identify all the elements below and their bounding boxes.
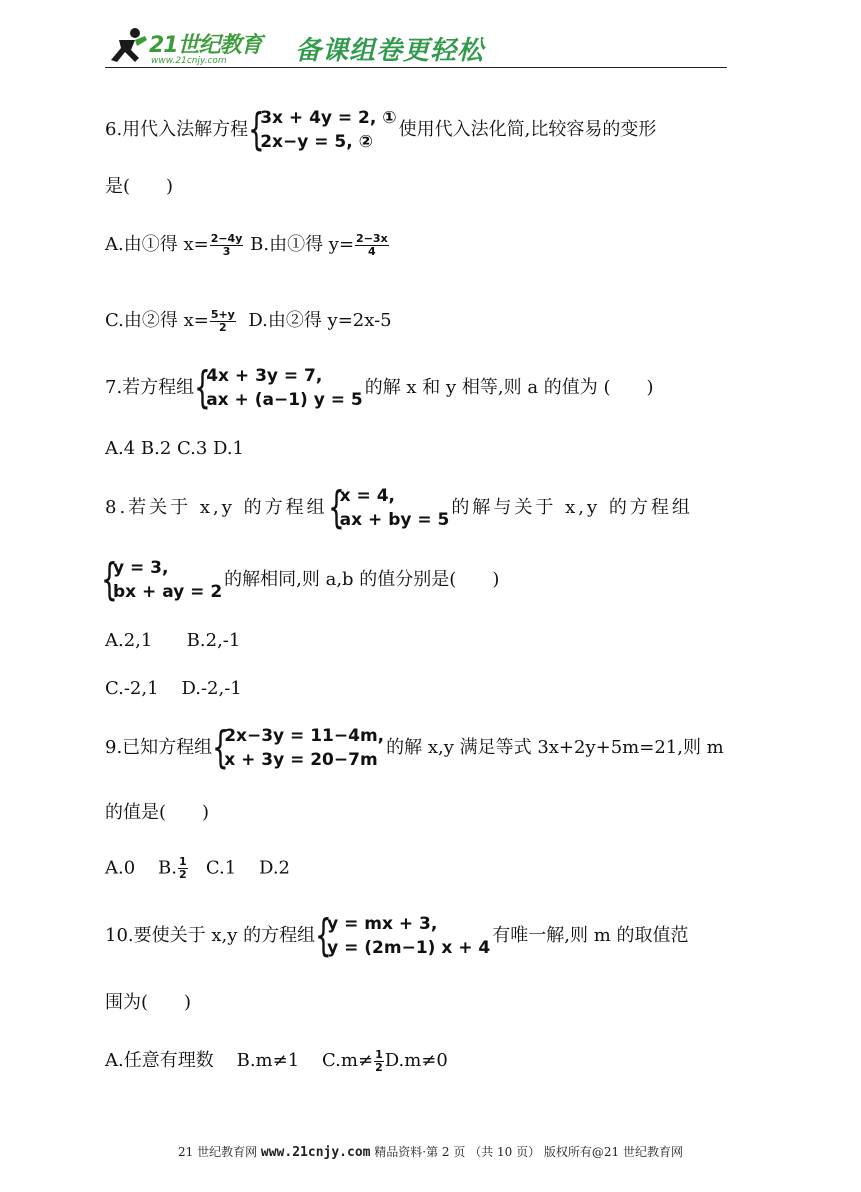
q7-stem — [105, 364, 654, 412]
q7-eq1: 4x + 3y = 7, — [206, 366, 323, 386]
frac-den: 2 — [179, 868, 187, 881]
q8-sys2-eq1: y = 3, — [113, 558, 169, 578]
q9-stem — [105, 724, 724, 772]
q8-stem-b: 的解与关于 x,y 的方程组 — [451, 497, 693, 518]
q6-options-cd — [105, 306, 392, 334]
q7-equation-system: { 4x + 3y = 7, ax + (a−1) y = 5 — [194, 362, 363, 413]
q6-option-b-fraction — [355, 233, 389, 258]
footer-right: 精品资料·第 2 页 （共 10 页） 版权所有@21 世纪教育网 — [370, 1145, 683, 1159]
q9-option-b-fraction — [178, 856, 188, 881]
q9-eq1: 2x−3y = 11−4m, — [224, 726, 385, 746]
q9-stem-b: 的解 x,y 满足等式 3x+2y+5m=21,则 m — [386, 737, 724, 758]
running-man-logo-icon — [105, 26, 153, 66]
q7-eq2: ax + (a−1) y = 5 — [206, 390, 363, 410]
q10-eq1: y = mx + 3, — [327, 914, 438, 934]
q7-stem-a: 7.若方程组 — [105, 377, 195, 398]
header-divider — [105, 67, 727, 68]
q9-eq2: x + 3y = 20−7m — [224, 750, 378, 770]
footer-left: 21 世纪教育网 — [178, 1145, 261, 1159]
q6-stem-a: 6.用代入法解方程 — [105, 119, 249, 140]
q9-equation-system: { 2x−3y = 11−4m, x + 3y = 20−7m — [212, 722, 385, 773]
q6-option-d: D.由②得 y=2x-5 — [248, 310, 392, 331]
frac-num: 1 — [375, 1047, 383, 1061]
page-header — [105, 24, 727, 70]
q10-stem-b: 有唯一解,则 m 的取值范 — [492, 925, 689, 946]
q6-equation-system: { 3x + 4y = 2, ① 2x−y = 5, ② — [248, 104, 397, 155]
q6-option-c-fraction — [210, 309, 236, 334]
q6-options-ab — [105, 230, 390, 258]
q10-stem — [105, 912, 688, 960]
q8-options-1: A.2,1 B.2,-1 — [105, 630, 241, 651]
q6-stem — [105, 106, 656, 154]
q9-stem-c: 的值是( ) — [105, 802, 210, 823]
logo-url: www.21cnjy.com — [151, 56, 227, 66]
frac-num: 1 — [179, 855, 187, 868]
frac-num: 2−4y — [210, 231, 243, 245]
q8-stem-2 — [101, 554, 500, 605]
frac-den: 2 — [375, 1060, 383, 1074]
q6-eq2: 2x−y = 5, ② — [260, 132, 373, 152]
q8-stem-a: 8.若关于 x,y 的方程组 — [105, 497, 328, 518]
q7-options: A.4 B.2 C.3 D.1 — [105, 438, 245, 459]
q6-option-c-label: C.由②得 x= — [105, 310, 209, 331]
q10-eq2: y = (2m−1) x + 4 — [327, 938, 491, 958]
q9-options-cd: C.1 D.2 — [188, 857, 290, 879]
q10-stem-c: 围为( ) — [105, 992, 192, 1013]
q9-stem-a: 9.已知方程组 — [105, 737, 213, 758]
q9-options-ab: A.0 B. — [105, 857, 178, 879]
q8-stem-c: 的解相同,则 a,b 的值分别是( ) — [224, 569, 500, 590]
logo-text: 21世纪教育 — [149, 33, 262, 58]
q10-option-d: D.m≠0 — [384, 1050, 448, 1071]
q8-equation-system-1: { x = 4, ax + by = 5 — [327, 482, 450, 533]
q6-stem-b: 使用代入法化简,比较容易的变形 — [398, 119, 657, 140]
q6-option-a-fraction — [210, 233, 244, 258]
page-footer — [0, 1143, 861, 1160]
frac-num: 5+y — [210, 307, 235, 321]
frac-den: 2 — [219, 320, 227, 334]
q8-sys2-eq2: bx + ay = 2 — [113, 582, 223, 602]
q8-options-2: C.-2,1 D.-2,-1 — [105, 678, 242, 699]
q6-stem-c: 是( ) — [105, 176, 174, 197]
q10-options-abc: A.任意有理数 B.m≠1 C.m≠ — [105, 1050, 374, 1071]
q6-option-a-label: A.由①得 x= — [105, 234, 209, 255]
q8-equation-system-2: { y = 3, bx + ay = 2 — [101, 554, 223, 605]
q10-equation-system: { y = mx + 3, y = (2m−1) x + 4 — [315, 910, 491, 961]
footer-url: www.21cnjy.com — [260, 1145, 371, 1160]
q9-options — [105, 856, 290, 881]
q6-eq1: 3x + 4y = 2, ① — [260, 108, 397, 128]
q10-option-c-fraction — [374, 1049, 384, 1074]
q6-option-b-label: B.由①得 y= — [250, 234, 355, 255]
q10-options — [105, 1046, 448, 1074]
frac-den: 3 — [222, 244, 231, 258]
q10-stem-a: 10.要使关于 x,y 的方程组 — [105, 925, 316, 946]
frac-den: 4 — [368, 244, 376, 258]
frac-num: 2−3x — [356, 231, 388, 245]
q8-stem — [105, 484, 693, 532]
q7-stem-b: 的解 x 和 y 相等,则 a 的值为 ( ) — [364, 377, 654, 398]
q8-sys1-eq2: ax + by = 5 — [339, 510, 450, 530]
header-slogan: 备课组卷更轻松 — [295, 36, 485, 66]
q8-sys1-eq1: x = 4, — [339, 486, 396, 506]
